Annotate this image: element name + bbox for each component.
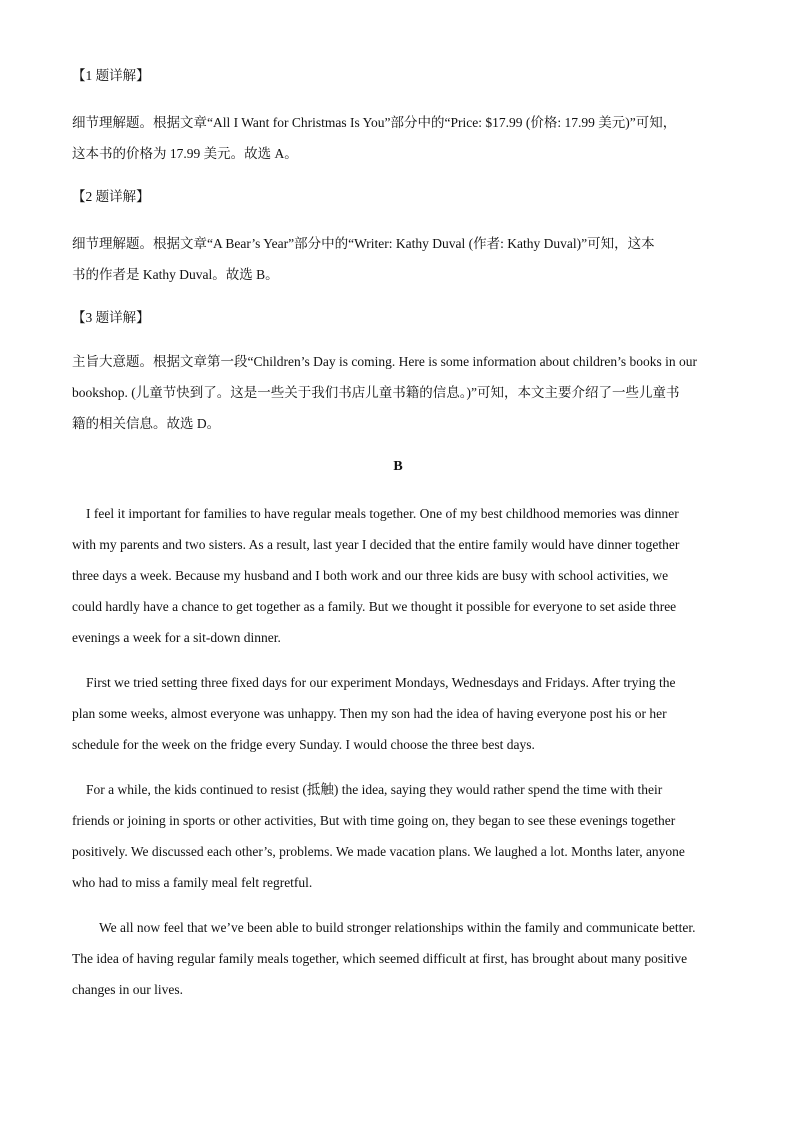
passage-line: positively. We discussed each other’s, problems. We made vacation plans. We laughed a lot. Months later, anyone	[72, 844, 685, 859]
section-b-title: B	[393, 459, 403, 474]
q3-heading: 【3 题详解】	[72, 310, 150, 325]
q1-heading: 【1 题详解】	[72, 68, 150, 83]
section-b-paragraph-1	[72, 498, 724, 653]
passage-line: schedule for the week on the fridge every Sunday. I would choose the three best days.	[72, 737, 535, 752]
q2-line: 细节理解题。根据文章“A Bear’s Year”部分中的“Writer: Kathy Duval (作者: Kathy Duval)”可知，这本	[72, 236, 655, 251]
q3-explanation	[72, 346, 724, 439]
passage-line: three days a week. Because my husband and I both work and our three kids are busy with school activities, we	[72, 568, 669, 583]
passage-line: For a while, the kids continued to resist (抵触) the idea, saying they would rather spend the time with their	[86, 782, 663, 797]
q3-line: 主旨大意题。根据文章第一段“Children’s Day is coming. Here is some information about children’s books in our	[72, 354, 698, 369]
passage-line: The idea of having regular family meals together, which seemed difficult at first, has brought about many positive	[72, 951, 688, 966]
passage-line: changes in our lives.	[72, 982, 183, 997]
q2-explanation	[72, 228, 724, 290]
passage-line: plan some weeks, almost everyone was unhappy. Then my son had the idea of having everyone post his or her	[72, 706, 667, 721]
passage-line: I feel it important for families to have regular meals together. One of my best childhood memories was dinner	[86, 506, 679, 521]
passage-line: with my parents and two sisters. As a result, last year I decided that the entire family would have dinner together	[72, 537, 680, 552]
q2-heading: 【2 题详解】	[72, 189, 150, 204]
passage-line: We all now feel that we’ve been able to build stronger relationships within the family and communicate better.	[99, 920, 696, 935]
passage-line: First we tried setting three fixed days for our experiment Mondays, Wednesdays and Fridays. After trying the	[86, 675, 676, 690]
section-b-paragraph-4	[72, 912, 724, 1005]
passage-line: could hardly have a chance to get together as a family. But we thought it possible for everyone to set aside three	[72, 599, 677, 614]
passage-line: who had to miss a family meal felt regretful.	[72, 875, 313, 890]
section-b-paragraph-2	[72, 667, 724, 760]
q3-line: bookshop. (儿童节快到了。这是一些关于我们书店儿童书籍的信息。)”可知，本文主要介绍了一些儿童书	[72, 385, 680, 400]
q1-line: 细节理解题。根据文章“All I Want for Christmas Is You”部分中的“Price: $17.99 (价格: 17.99 美元)”可知，	[72, 115, 677, 130]
q1-explanation	[72, 107, 724, 169]
q1-line: 这本书的价格为 17.99 美元。故选 A。	[72, 146, 298, 161]
section-b-paragraph-3	[72, 774, 724, 898]
q3-line: 籍的相关信息。故选 D。	[72, 416, 221, 431]
passage-line: friends or joining in sports or other activities, But with time going on, they began to see these evenings together	[72, 813, 676, 828]
q2-line: 书的作者是 Kathy Duval。故选 B。	[72, 267, 279, 282]
passage-line: evenings a week for a sit-down dinner.	[72, 630, 281, 645]
